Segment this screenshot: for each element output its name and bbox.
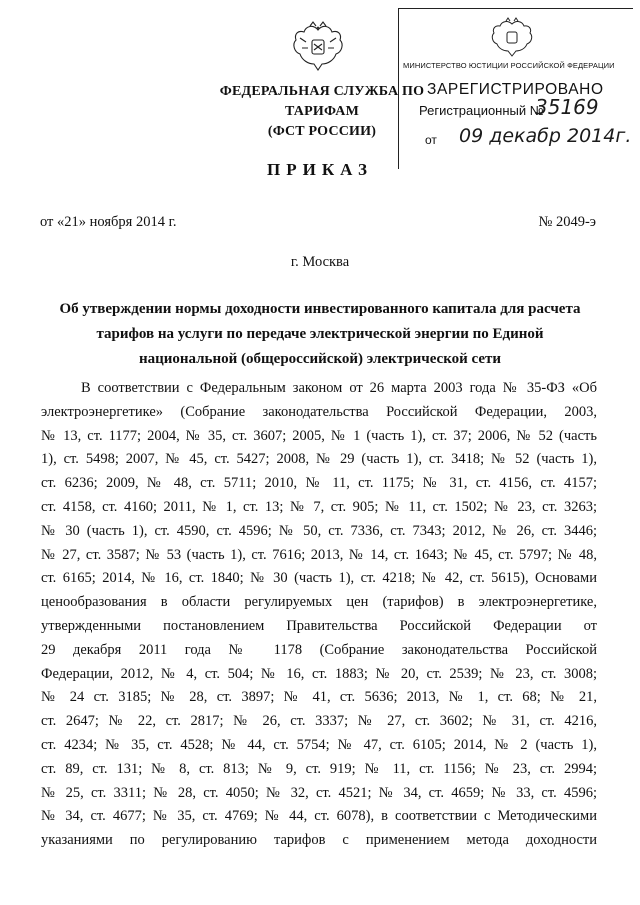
- body-line: 1), ст. 5498; 2007, № 45, ст. 5427; 2008, № 29 (часть 1), ст. 3418; № 52 (часть 1),: [41, 451, 597, 468]
- stamp-emblem-icon: [487, 17, 537, 59]
- agency-name: ФЕДЕРАЛЬНАЯ СЛУЖБА ПО ТАРИФАМ: [219, 84, 425, 119]
- body-line: указаниями по регулированию тарифов с применением метода доходности: [41, 832, 597, 849]
- stamp-date: 09 декабр 2014г.: [459, 125, 632, 147]
- stamp-registered: ЗАРЕГИСТРИРОВАНО: [427, 81, 604, 98]
- stamp-reg-number-label: Регистрационный №: [419, 103, 544, 118]
- registration-stamp: [398, 8, 633, 169]
- order-body: [41, 377, 597, 853]
- body-line: ст. 4234; № 35, ст. 4528; № 44, ст. 5754; № 47, ст. 6105; 2014, № 2 (часть 1),: [41, 736, 597, 753]
- body-line: № 24 ст. 3185; № 28, ст. 3897; № 41, ст. 5636; 2013, № 1, ст. 68; № 21,: [41, 689, 597, 706]
- body-line: ст. 89, ст. 131; № 8, ст. 813; № 9, ст. 919; № 11, ст. 1156; № 23, ст. 2994;: [41, 760, 597, 777]
- agency-abbreviation: (ФСТ РОССИИ): [267, 124, 377, 139]
- body-line: ст. 6236; 2009, № 48, ст. 5711; 2010, № 11, ст. 1175; № 31, ст. 4156, ст. 4157;: [41, 475, 597, 492]
- body-line: Федерации, 2012, № 4, ст. 504; № 16, ст. 1883; № 20, ст. 2539; № 23, ст. 3008;: [41, 665, 597, 682]
- body-line: № 30 (часть 1), ст. 4590, ст. 4596; № 50, ст. 7336, ст. 7343; 2012, № 26, ст. 3446;: [41, 522, 597, 539]
- order-heading: [40, 297, 600, 372]
- body-line: ст. 4158, ст. 4160; 2011, № 1, ст. 13; № 7, ст. 905; № 11, ст. 1502; № 23, ст. 3263;: [41, 498, 597, 515]
- body-line: ст. 2647; № 22, ст. 2817; № 26, ст. 3337; № 27, ст. 3602; № 31, ст. 4216,: [41, 713, 597, 730]
- body-line: электроэнергетике» (Собрание законодательства Российской Федерации, 2003,: [41, 403, 597, 420]
- body-line: ценообразования в области регулируемых цен (тарифов) в электроэнергетике,: [41, 594, 597, 611]
- body-line: № 13, ст. 1177; 2004, № 35, ст. 3607; 2005, № 1 (часть 1), ст. 37; 2006, № 52 (часть: [41, 427, 597, 444]
- heading-line: национальной (общероссийской) электрической сети: [138, 351, 502, 367]
- heading-line: Об утверждении нормы доходности инвестированного капитала для расчета: [59, 301, 581, 317]
- body-line: № 27, ст. 3587; № 53 (часть 1), ст. 7616; 2013, № 14, ст. 1643; № 45, ст. 5797; № 48,: [41, 546, 597, 563]
- body-line: ст. 6165; 2014, № 16, ст. 1840; № 30 (часть 1), ст. 4218; № 42, ст. 5615), Основами: [41, 570, 597, 587]
- body-line: В соответствии с Федеральным законом от 26 марта 2003 года № 35-ФЗ «Об: [81, 380, 597, 396]
- body-line: № 34, ст. 4677; № 35, ст. 4769; № 44, ст. 6078), в соответствии с Методическими: [41, 808, 597, 825]
- stamp-date-label: от: [425, 133, 437, 147]
- order-number: № 2049-э: [538, 214, 596, 230]
- order-date: от «21» ноября 2014 г.: [40, 214, 177, 230]
- heading-line: тарифов на услуги по передаче электрической энергии по Единой: [96, 326, 544, 342]
- body-line: утвержденными постановлением Правительства Российской Федерации от: [41, 617, 597, 634]
- body-line: 29 декабря 2011 года № 1178 (Собрание законодательства Российской: [41, 641, 597, 658]
- body-line: № 25, ст. 3311; № 28, ст. 4050; № 32, ст. 4521; № 34, ст. 4659; № 33, ст. 4596;: [41, 784, 597, 801]
- city: г. Москва: [290, 254, 350, 270]
- stamp-ministry: МИНИСТЕРСТВО ЮСТИЦИИ РОССИЙСКОЙ ФЕДЕРАЦИИ: [403, 61, 615, 70]
- stamp-reg-number: 35169: [535, 95, 599, 119]
- document-title: ПРИКАЗ: [267, 160, 373, 179]
- coat-of-arms-icon: [288, 20, 348, 76]
